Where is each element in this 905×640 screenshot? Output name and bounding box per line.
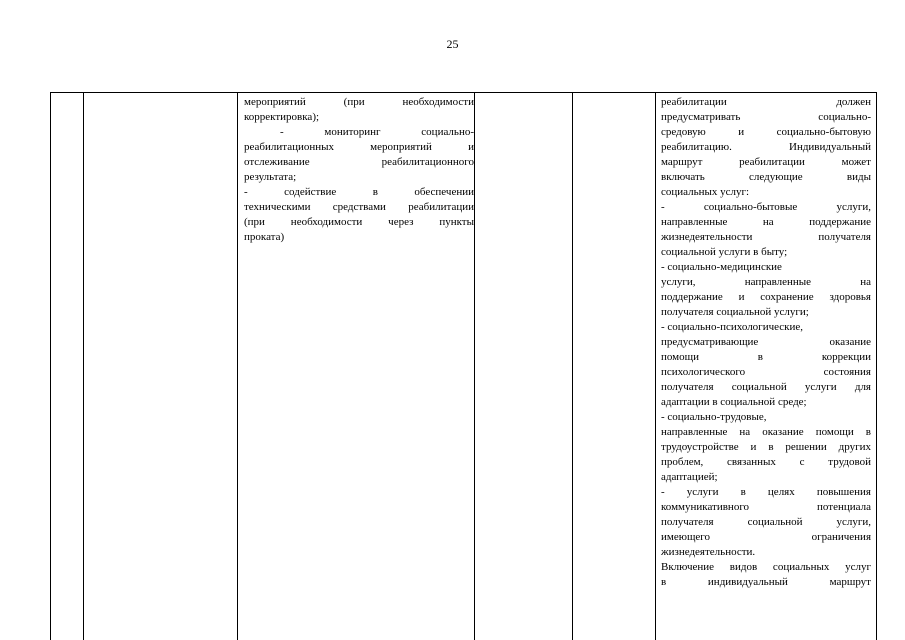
text-line: - услуги в целях повышения xyxy=(661,486,871,498)
text-line: получателя социальной услуги, xyxy=(661,516,871,528)
text-line: социальной услуги в быту; xyxy=(661,246,788,258)
column-divider xyxy=(572,93,573,640)
text-line: поддержание и сохранение здоровья xyxy=(661,291,871,303)
text-line: реабилитацию. Индивидуальный xyxy=(661,141,871,153)
text-line: техническими средствами реабилитации xyxy=(244,201,474,213)
text-line: получателя социальной услуги; xyxy=(661,306,809,318)
column-divider xyxy=(474,93,475,640)
text-line: средовую и социально-бытовую xyxy=(661,126,871,138)
text-line: мероприятий (при необходимости xyxy=(244,96,474,108)
text-line: услуги, направленные на xyxy=(661,276,871,288)
text-line: трудоустройстве и в решении других xyxy=(661,441,871,453)
text-line: корректировка); xyxy=(244,111,320,123)
rehabilitation-table xyxy=(50,92,877,640)
text-line: помощи в коррекции xyxy=(661,351,871,363)
text-line: - содействие в обеспечении xyxy=(244,186,474,198)
text-line: жизнедеятельности получателя xyxy=(661,231,871,243)
text-line: коммуникативного потенциала xyxy=(661,501,871,513)
text-line: - мониторинг социально- xyxy=(280,126,474,138)
text-line: реабилитации должен xyxy=(661,96,871,108)
text-line: адаптацией; xyxy=(661,471,718,483)
column-divider xyxy=(237,93,238,640)
text-line: (при необходимости через пункты xyxy=(244,216,474,228)
text-line: маршрут реабилитации может xyxy=(661,156,871,168)
page-number: 25 xyxy=(446,37,459,51)
text-line: в индивидуальный маршрут xyxy=(661,576,871,588)
text-line: - социально-медицинские xyxy=(661,261,782,273)
text-line: получателя социальной услуги для xyxy=(661,381,871,393)
text-line: включать следующие виды xyxy=(661,171,871,183)
table-cell-purpose xyxy=(244,95,474,245)
text-line: - социально-бытовые услуги, xyxy=(661,201,871,213)
table-cell-services xyxy=(661,95,871,590)
text-line: - социально-психологические, xyxy=(661,321,804,333)
text-line: направленные на поддержание xyxy=(661,216,871,228)
column-divider xyxy=(655,93,656,640)
column-divider xyxy=(83,93,84,640)
text-line: предусматривать социально- xyxy=(661,111,871,123)
text-line: отслеживание реабилитационного xyxy=(244,156,474,168)
text-line: предусматривающие оказание xyxy=(661,336,871,348)
text-line: психологического состояния xyxy=(661,366,871,378)
text-line: адаптации в социальной среде; xyxy=(661,396,807,408)
text-line: проблем, связанных с трудовой xyxy=(661,456,871,468)
text-line: социальных услуг: xyxy=(661,186,750,198)
text-line: реабилитационных мероприятий и xyxy=(244,141,474,153)
text-line: направленные на оказание помощи в xyxy=(661,426,871,438)
text-line: проката) xyxy=(244,231,285,243)
text-line: - социально-трудовые, xyxy=(661,411,767,423)
text-line: результата; xyxy=(244,171,297,183)
text-line: жизнедеятельности. xyxy=(661,546,756,558)
text-line: имеющего ограничения xyxy=(661,531,871,543)
text-line: Включение видов социальных услуг xyxy=(661,561,871,573)
